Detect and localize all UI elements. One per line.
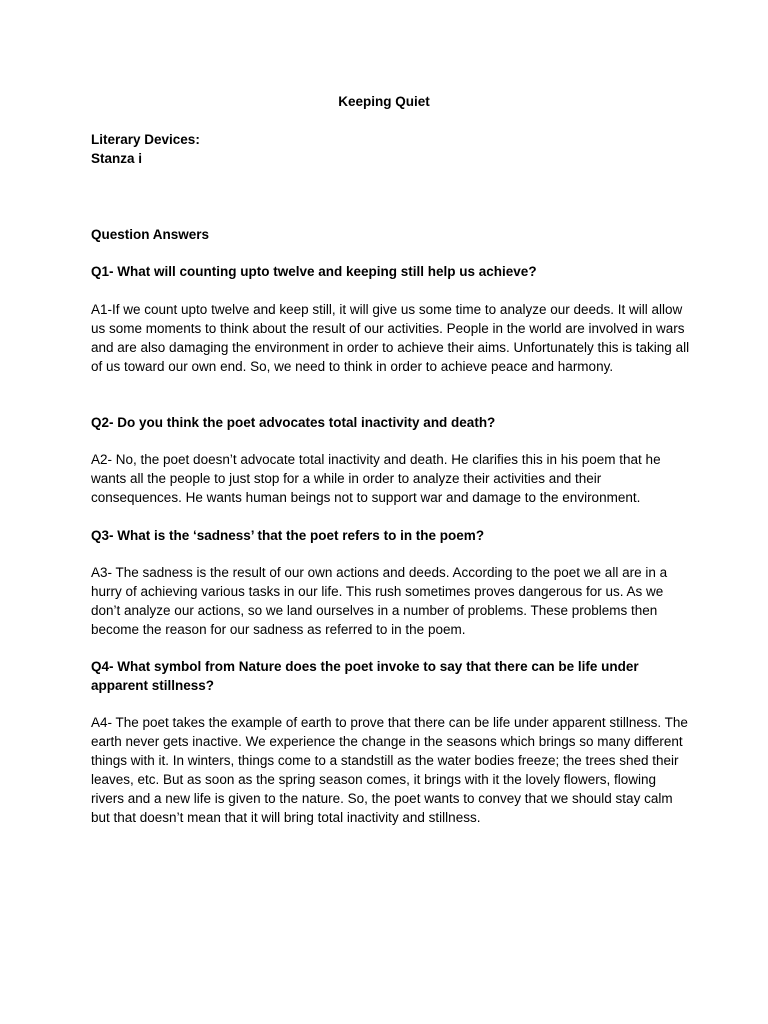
answer-2: A2- No, the poet doesn’t advocate total inactivity and death. He clarifies this in his poem that he wants all the people to just stop for a while in order to analyze their activities and their consequences. He wants human beings not to support war and damage to the environment.	[91, 452, 661, 505]
document-title: Keeping Quiet	[338, 94, 430, 109]
literary-devices-heading: Literary Devices:	[91, 132, 200, 147]
question-3: Q3- What is the ‘sadness’ that the poet refers to in the poem?	[91, 528, 485, 543]
answer-1: A1-If we count upto twelve and keep still, it will give us some time to analyze our deeds. It will allow us some moments to think about the result of our activities. People in the world are involved in wars and are also damaging the environment in order to achieve their aims. Unfortunately this is taking all of us toward our own end. So, we need to think in order to achieve peace and harmony.	[91, 302, 690, 374]
question-answers-heading: Question Answers	[91, 227, 210, 242]
answer-3: A3- The sadness is the result of our own actions and deeds. According to the poet we all are in a hurry of achieving various tasks in our life. This rush sometimes proves dangerous for us. As we don’t analyze our actions, so we land ourselves in a number of problems. These problems then become the reason for our sadness as referred to in the poem.	[91, 565, 668, 637]
question-2: Q2- Do you think the poet advocates total inactivity and death?	[91, 415, 496, 430]
question-4: Q4- What symbol from Nature does the poet invoke to say that there can be life under apparent stillness?	[91, 659, 639, 693]
answer-4: A4- The poet takes the example of earth to prove that there can be life under apparent stillness. The earth never gets inactive. We experience the change in the seasons which brings so many different things with it. In winters, things come to a standstill as the water bodies freeze; the trees shed their leaves, etc. But as soon as the spring season comes, it brings with it the lovely flowers, flowing rivers and a new life is given to the nature. So, the poet wants to convey that we should stay calm but that doesn’t mean that it will bring total inactivity and stillness.	[91, 715, 688, 825]
stanza-heading: Stanza i	[91, 151, 143, 166]
question-1: Q1- What will counting upto twelve and keeping still help us achieve?	[91, 264, 537, 279]
